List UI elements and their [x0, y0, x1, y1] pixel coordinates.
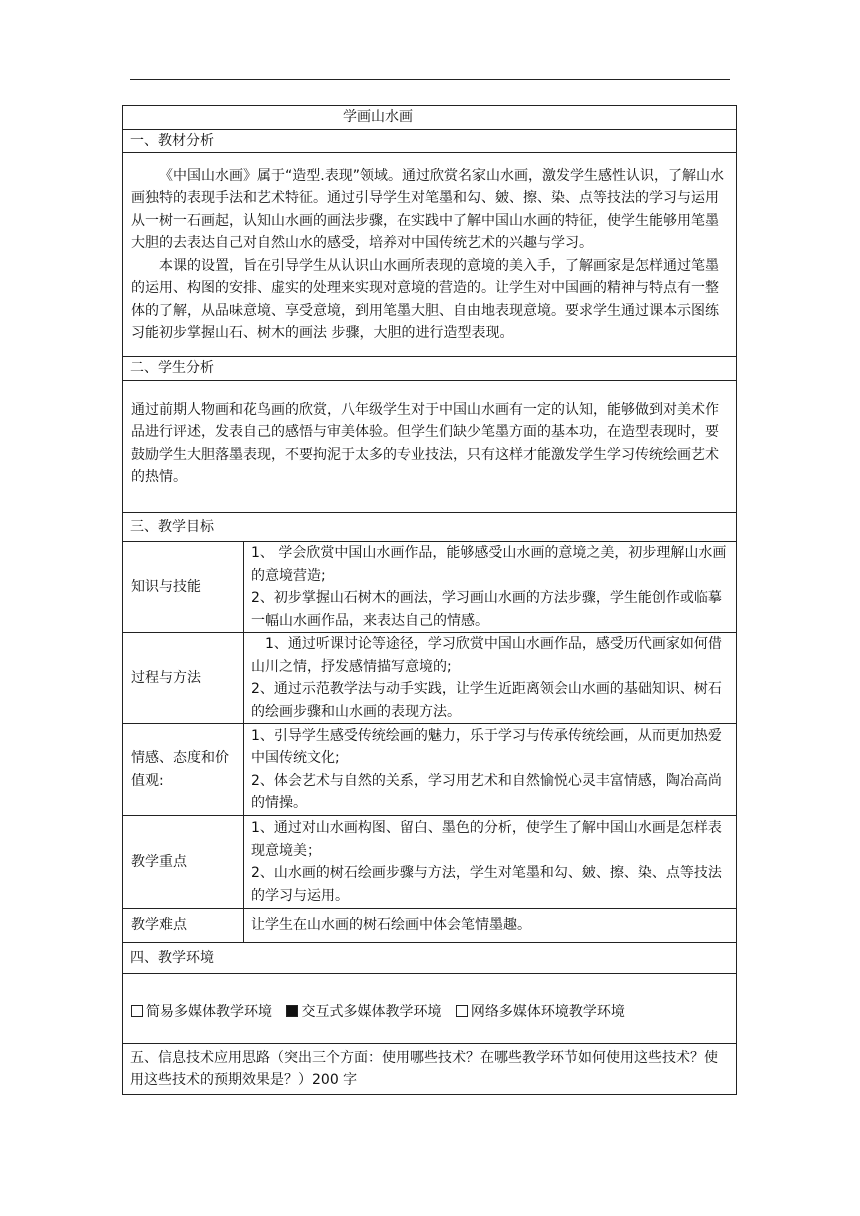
material-analysis-body [123, 153, 737, 357]
environment-option-label: 网络多媒体环境教学环境 [470, 1004, 625, 1021]
objective-line: 2、通过示范教学法与动手实践，让学生近距离领会山水画的基础知识、树石的绘画步骤和山水画的表现方法。 [251, 681, 722, 720]
material-paragraph-2: 本课的设置，旨在引导学生从认识山水画所表现的意境的美入手，了解画家是怎样通过笔墨的运用、构图的安排、虚实的处理来实现对意境的营造的。让学生对中国画的精神与特点有一整体的了解，从品味意境、享受意境，到用笔墨大胆、自由地表现意境。要求学生通过课本示图练习能初步掌握山石、树木的画法 步骤，大胆的进行造型表现。 [131, 257, 719, 341]
objective-content-process [244, 633, 737, 724]
objective-line: 1、 学会欣赏中国山水画作品，能够感受山水画的意境之美，初步理解山水画的意境营造; [251, 545, 727, 584]
objective-label-key-points: 教学重点 [123, 816, 244, 909]
environment-option-network [456, 1004, 625, 1020]
environment-option-simple [131, 1004, 276, 1020]
checkbox-interactive-multimedia[interactable] [286, 1005, 298, 1017]
environment-option-label: 简易多媒体教学环境 [146, 1004, 272, 1021]
checkbox-simple-multimedia[interactable] [131, 1005, 143, 1017]
objective-line: 1、引导学生感受传统绘画的魅力，乐于学习与传承传统绘画，从而更加热爱中国传统文化; [251, 727, 722, 766]
objective-label-attitude: 情感、态度和价值观: [123, 724, 244, 816]
checkbox-network-multimedia[interactable] [456, 1005, 468, 1017]
environment-option-interactive [286, 1004, 445, 1020]
section-heading-environment: 四、教学环境 [123, 943, 737, 974]
section-heading-objectives: 三、教学目标 [123, 513, 737, 542]
environment-options [123, 974, 737, 1044]
section-heading-students: 二、学生分析 [123, 357, 737, 381]
objective-label-difficulty: 教学难点 [123, 909, 244, 943]
objective-label-process: 过程与方法 [123, 633, 244, 724]
objective-line: 1、通过听课讨论等途径，学习欣赏中国山水画作品，感受历代画家如何借山川之情，抒发感情描写意境的; [251, 636, 722, 675]
objective-line: 2、初步掌握山石树木的画法，学习画山水画的方法步骤，学生能创作或临摹一幅山水画作品，来表达自己的情感。 [251, 590, 722, 629]
student-analysis-body: 通过前期人物画和花鸟画的欣赏，八年级学生对于中国山水画有一定的认知，能够做到对美术作品进行评述，发表自己的感悟与审美体验。但学生们缺少笔墨方面的基本功，在造型表现时，要鼓励学生大胆落墨表现，不要拘泥于太多的专业技法，只有这样才能激发学生学习传统绘画艺术的热情。 [123, 381, 737, 513]
objective-line: 2、山水画的树石绘画步骤与方法，学生对笔墨和勾、皴、擦、染、点等技法的学习与运用。 [251, 865, 722, 904]
objective-line: 2、体会艺术与自然的关系，学习用艺术和自然愉悦心灵丰富情感，陶冶高尚的情操。 [251, 772, 722, 811]
objective-label-knowledge: 知识与技能 [123, 542, 244, 633]
section-heading-it-application: 五、信息技术应用思路（突出三个方面：使用哪些技术？在哪些教学环节如何使用这些技术？使用这些技术的预期效果是？）200 字 [123, 1044, 737, 1095]
objective-content-knowledge [244, 542, 737, 633]
objective-content-difficulty: 让学生在山水画的树石绘画中体会笔情墨趣。 [244, 909, 737, 943]
lesson-title: 学画山水画 [123, 106, 737, 130]
material-paragraph-1: 《中国山水画》属于“造型.表现”领域。通过欣赏名家山水画，激发学生感性认识，了解山水画独特的表现手法和艺术特征。通过引导学生对笔墨和勾、皴、擦、染、点等技法的学习与运用从一树一石画起，认知山水画的画法步骤，在实践中了解中国山水画的特征，使学生能够用笔墨大胆的去表达自己对自然山水的感受，培养对中国传统艺术的兴趣与学习。 [131, 167, 724, 251]
section-heading-material: 一、教材分析 [123, 129, 737, 153]
objective-line: 1、通过对山水画构图、留白、墨色的分析，使学生了解中国山水画是怎样表现意境美； [251, 820, 722, 859]
objective-content-key-points [244, 816, 737, 909]
lesson-plan-table [122, 105, 737, 1095]
objective-content-attitude [244, 724, 737, 816]
environment-option-label: 交互式多媒体教学环境 [301, 1004, 442, 1021]
header-rule [130, 79, 730, 80]
